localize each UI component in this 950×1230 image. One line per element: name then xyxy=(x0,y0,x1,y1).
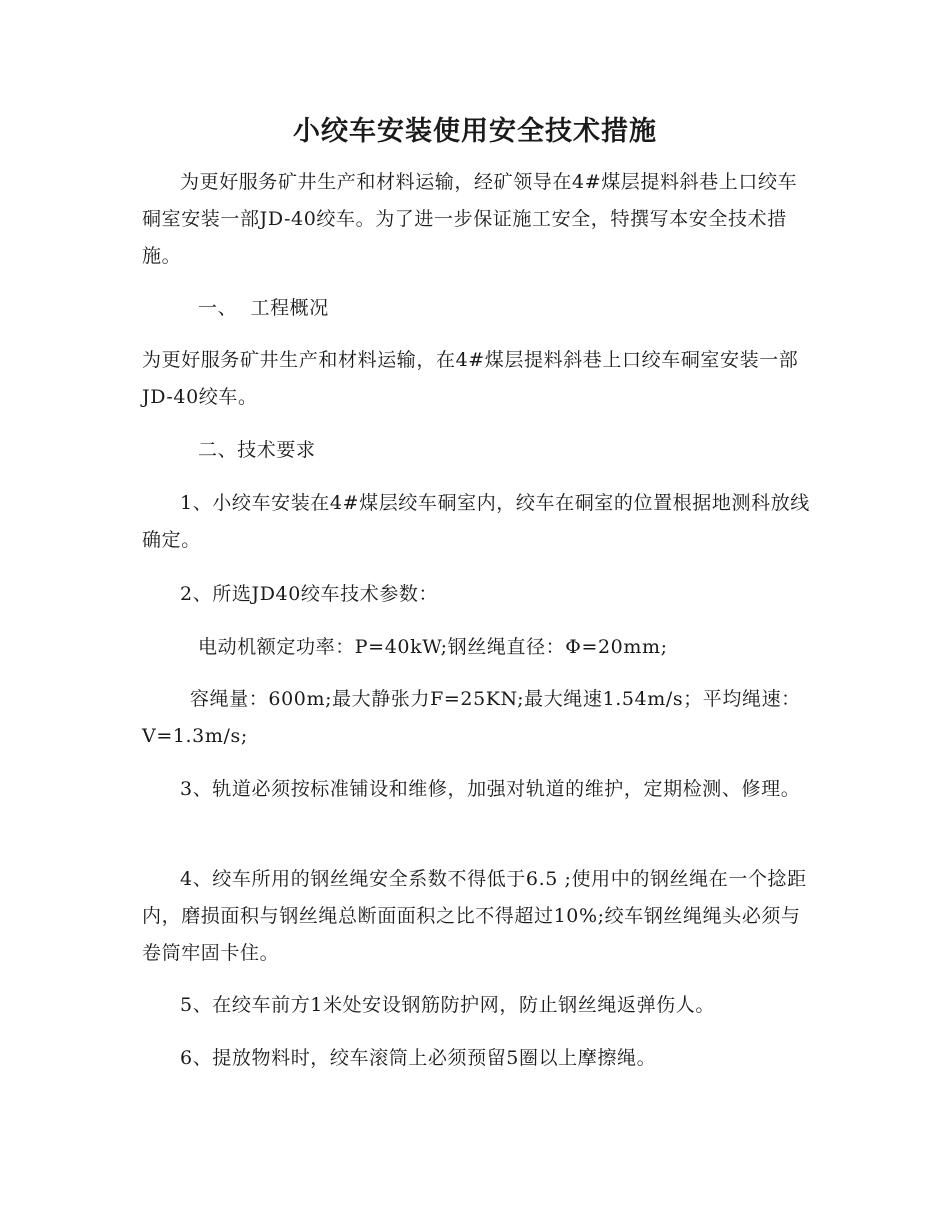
section-heading-requirements: 二、技术要求 xyxy=(198,439,316,461)
list-item-6: 6、提放物料时，绞车滚筒上必须预留5圈以上摩擦绳。 xyxy=(180,1047,657,1069)
overview-paragraph: 为更好服务矿井生产和材料运输，在4#煤层提料斜巷上口绞车硐室安装一部JD-40绞车。 xyxy=(142,349,799,408)
list-item-1: 1、小绞车安装在4#煤层绞车硐室内，绞车在硐室的位置根据地测科放线确定。 xyxy=(142,492,810,551)
list-item-3: 3、轨道必须按标准铺设和维修，加强对轨道的维护，定期检测、修理。 xyxy=(180,778,801,800)
list-item-5: 5、在绞车前方1米处安设钢筋防护网，防止钢丝绳返弹伤人。 xyxy=(180,994,715,1016)
param-line-1: 电动机额定功率：P=40kW;钢丝绳直径：Φ=20mm; xyxy=(198,636,668,658)
list-item-4: 4、绞车所用的钢丝绳安全系数不得低于6.5 ;使用中的钢丝绳在一个捻距内，磨损面积与钢丝绳总断面面积之比不得超过10%;绞车钢丝绳绳头必须与卷筒牢固卡住。 xyxy=(142,868,807,964)
list-item-2: 2、所选JD40绞车技术参数： xyxy=(180,583,439,605)
intro-paragraph: 为更好服务矿井生产和材料运输，经矿领导在4#煤层提料斜巷上口绞车硐室安装一部JD-40绞车。为了进一步保证施工安全，特撰写本安全技术措施。 xyxy=(142,171,798,267)
param-line-2: 容绳量：600m;最大静张力F=25KN;最大绳速1.54m/s；平均绳速：V=1.3m/s; xyxy=(142,688,801,747)
page-title: 小绞车安装使用安全技术措施 xyxy=(293,116,657,147)
section-heading-overview: 一、 工程概况 xyxy=(198,297,329,319)
